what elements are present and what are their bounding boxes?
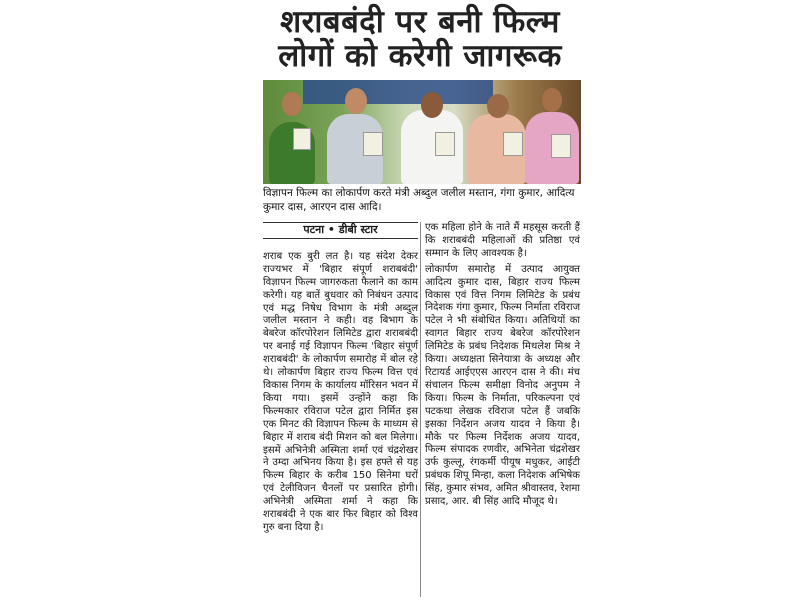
event-photo	[263, 80, 581, 184]
headline-line-1: शराबबंदी पर बनी फिल्म	[280, 4, 560, 40]
article-column-right	[425, 222, 580, 512]
person-head	[421, 92, 443, 118]
newspaper-clipping	[255, 0, 585, 600]
book-prop	[435, 132, 455, 156]
person-head	[282, 92, 302, 116]
article-paragraph: शराब एक बुरी लत है। यह संदेश देकर राज्यभर में 'बिहार संपूर्ण शराबबंदी' विज्ञापन फिल्म जागरुकता फैलाने का काम करेगी। यह बातें बुधवार को निबंधन उत्पाद एवं मद्ध निषेध विभाग के मंत्री अब्दुल जलील मस्तान ने कही। वह बिभाग के बेबरेज कॉरपोरेशन लिमिटेड द्वारा शराबबंदी पर बनाई गई विज्ञापन फिल्म 'बिहार संपूर्ण शराबबंदी' के लोकार्पण समारोह में बोल रहे थे। लोकार्पण बिहार राज्य फिल्म वित्त एवं विकास निगम के कार्यालय मॉरिसन भवन में किया गया। इसमें उन्होंने कहा कि फिल्मकार रविराज पटेल द्वारा निर्मित इस एक मिनट की विज्ञापन फिल्म के माध्यम से बिहार में शराब बंदी मिशन को बल मिलेगा। इसमें अभिनेत्री अस्मिता शर्मा एवं चंद्रशेखर ने उम्दा अभिनय किया है। इस हफ्ते से यह फिल्म बिहार के करीब 150 सिनेमा घरों एवं टेलीविजन चैनलों पर प्रसारित होगी। अभिनेत्री अस्मिता शर्मा ने कहा कि शराबबंदी ने एक बार फिर बिहार को विश्व गुरु बना दिया है।	[263, 250, 418, 533]
person-head	[542, 88, 562, 112]
article-paragraph: लोकार्पण समारोह में उत्पाद आयुक्त आदित्य कुमार दास, बिहार राज्य फिल्म विकास एवं वित्त निगम लिमिटेड के प्रबंध निदेशक गंगा कुमार, फिल्म निर्माता रविराज पटेल ने भी संबोधित किया। अतिथियों का स्वागत बिहार राज्य बेबरेज कॉरपोरेशन लिमिटेड के प्रबंध निदेशक मिथलेश मिश्र ने किया। अध्यक्षता सिनेयात्रा के अध्यक्ष और रिटायर्ड आईएएस आरएन दास ने की। मंच संचालन फिल्म समीक्षा विनोद अनुपम ने किया। फिल्म के निर्माता, परिकल्पना एवं पटकथा लेखक रविराज पटेल हैं जबकि इसका निर्देशन अजय यादव ने किया है। मौके पर फिल्म निर्देशक अजय यादव, फिल्म संपादक रणवीर, अभिनेता चंद्रशेखर उर्फ कुल्लू, रंगकर्मी पीयूष मधुकर, आईटी प्रबंधक शिपू मिन्हा, कला निदेशक अभिषेक सिंह, कुमार संभव, अमित श्रीवास्तव, रेशमा प्रसाद, आर. बी सिंह आदि मौजूद थे।	[425, 263, 580, 508]
column-divider	[420, 222, 421, 597]
book-prop	[551, 134, 571, 158]
article-column-left	[263, 222, 418, 538]
book-prop	[293, 128, 311, 150]
article-paragraph: एक महिला होने के नाते मैं महसूस करती हैं कि शराबबंदी महिलाओं की प्रतिष्ठा एवं सम्मान के लिए आवश्यक है।	[425, 222, 580, 259]
person-head	[487, 94, 509, 118]
book-prop	[363, 132, 383, 156]
photo-caption: विज्ञापन फिल्म का लोकार्पण करते मंत्री अब्दुल जलील मस्तान, गंगा कुमार, आदित्य कुमार दास, आरएन दास आदि।	[263, 187, 575, 213]
person-head	[345, 88, 367, 114]
byline: पटना • डीबी स्टार	[263, 222, 418, 239]
photo-banner	[303, 80, 493, 104]
headline-line-2: लोगों को करेगी जागरूक	[278, 38, 562, 74]
book-prop	[503, 132, 523, 156]
